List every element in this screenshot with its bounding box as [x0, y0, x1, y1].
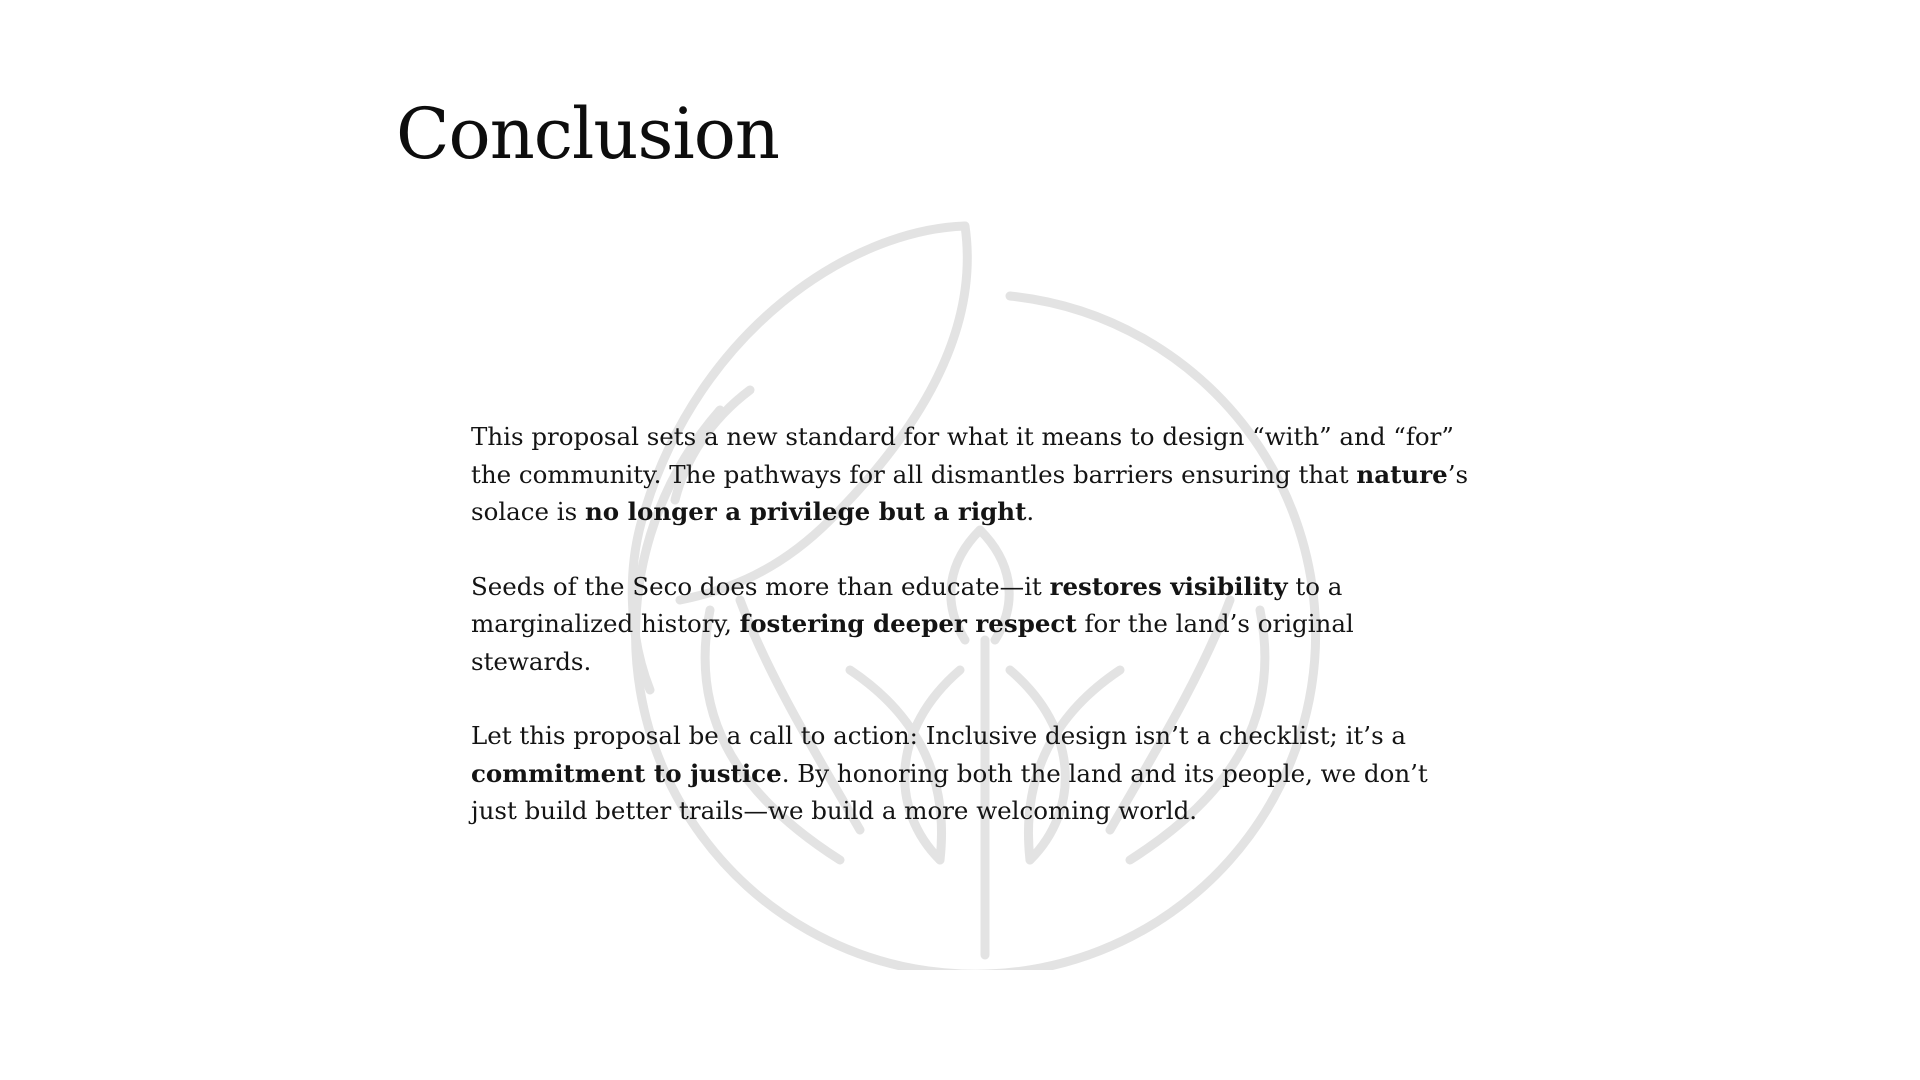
emphasis-nature: nature — [1356, 459, 1448, 489]
text-run: . — [1026, 497, 1035, 526]
emphasis-deeper-respect: fostering deeper respect — [739, 609, 1077, 638]
paragraph-3 — [471, 717, 1471, 830]
text-run: for the land’s original stewards. — [471, 609, 1354, 676]
paragraph-2 — [471, 568, 1471, 681]
paragraph-1 — [471, 418, 1471, 531]
conclusion-body — [471, 418, 1471, 867]
emphasis-restores-visibility: restores visibility — [1049, 571, 1288, 601]
text-run: This proposal sets a new standard for what it means to design “with” and “for” the community. The pathways for all dismantles barriers ensuring that — [471, 422, 1454, 489]
page-title: Conclusion — [396, 93, 779, 175]
text-run: . By honoring both the land and its people, we don’t just build better trails—we build a more welcoming world. — [471, 758, 1428, 825]
text-run: Let this proposal be a call to action: Inclusive design isn’t a checklist; it’s a — [471, 721, 1407, 750]
text-run: to a marginalized history, — [471, 571, 1343, 638]
emphasis-commitment-justice: commitment to justice — [471, 758, 782, 788]
text-run: ’s solace is — [471, 459, 1469, 526]
emphasis-privilege-right: no longer a privilege but a right — [584, 497, 1027, 526]
text-run: Seeds of the Seco does more than educate—it — [471, 571, 1050, 601]
